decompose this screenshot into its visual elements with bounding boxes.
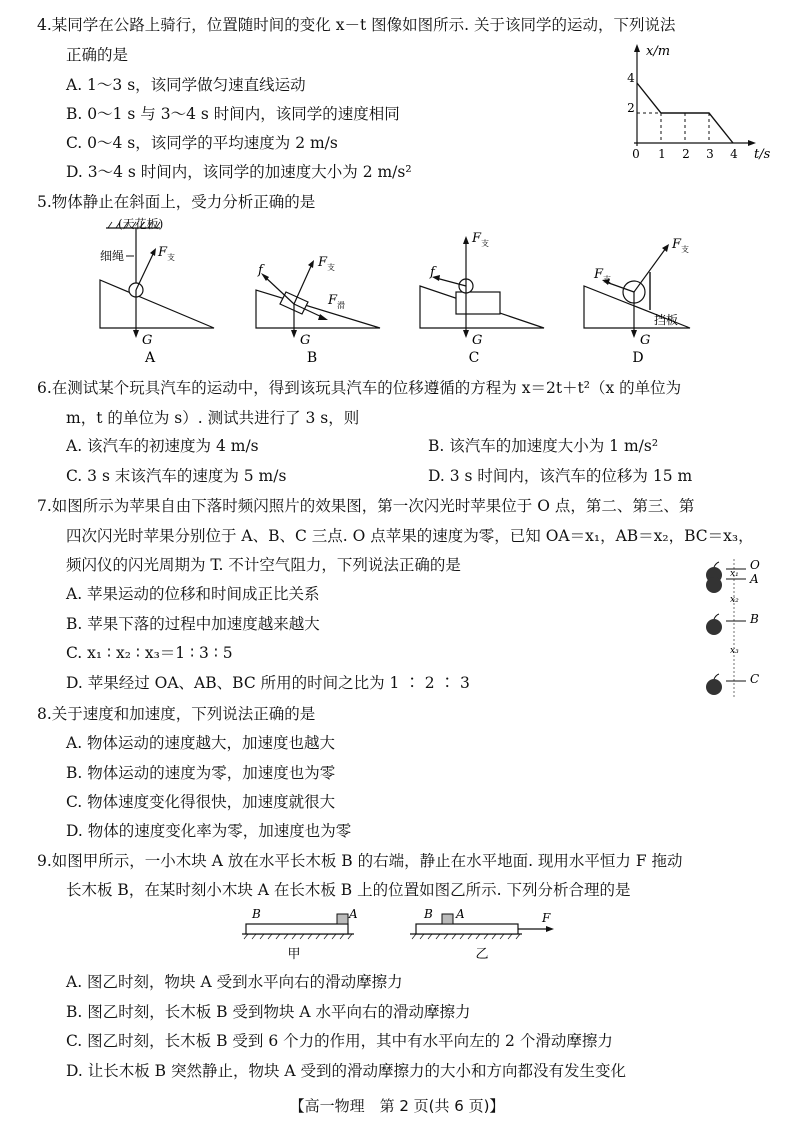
apple-c bbox=[706, 674, 722, 695]
apple-a bbox=[706, 577, 722, 593]
q7-option-a: A. 苹果运动的位移和时间成正比关系 bbox=[66, 585, 320, 603]
q4-option-c: C. 0～4 s，该同学的平均速度为 2 m/s bbox=[66, 134, 338, 152]
graph-ytick-2: 2 bbox=[627, 101, 635, 115]
yi-a-label: A bbox=[456, 907, 465, 921]
q6-option-d: D. 3 s 时间内，该汽车的位移为 15 m bbox=[428, 467, 693, 485]
q8-option-c: C. 物体速度变化得很快，加速度就很大 bbox=[66, 793, 336, 811]
fb-F2-sub: 滑 bbox=[337, 301, 345, 310]
point-b: B bbox=[750, 612, 759, 626]
graph-xtick-3: 3 bbox=[706, 147, 714, 161]
q8-stem: 8.关于速度和加速度，下列说法正确的是 bbox=[37, 705, 316, 723]
q8-option-d: D. 物体的速度变化率为零，加速度也为零 bbox=[66, 822, 352, 840]
page-footer: 【高一物理 第 2 页(共 6 页)】 bbox=[289, 1097, 505, 1115]
q4-option-d: D. 3～4 s 时间内，该同学的加速度大小为 2 m/s² bbox=[66, 163, 412, 181]
figure-b bbox=[256, 255, 380, 366]
figure-yi bbox=[410, 907, 554, 962]
graph-xlabel: t/s bbox=[754, 147, 770, 162]
fd-G: G bbox=[640, 333, 651, 348]
baffle-label: 挡板 bbox=[654, 313, 679, 327]
q8-option-a: A. 物体运动的速度越大，加速度也越大 bbox=[66, 734, 336, 752]
jia-b-label: B bbox=[252, 907, 261, 921]
q8-option-b: B. 物体运动的速度为零，加速度也为零 bbox=[66, 764, 336, 782]
seg-x3: x₃ bbox=[730, 646, 739, 656]
q7-option-c: C. x₁ ∶ x₂ ∶ x₃＝1 ∶ 3 ∶ 5 bbox=[66, 644, 233, 662]
ceiling-label: (天花板) bbox=[118, 217, 164, 231]
q6-stem-line1: 6.在测试某个玩具汽车的运动中，得到该玩具汽车的位移遵循的方程为 x＝2t＋t²（x 的单位为 bbox=[37, 379, 682, 397]
fc-f: f bbox=[430, 265, 435, 280]
graph-ylabel: x/m bbox=[646, 44, 671, 59]
q9-stem-line2: 长木板 B，在某时刻小木块 A 在长木板 B 上的位置如图乙所示. 下列分析合理的是 bbox=[66, 881, 631, 899]
fd-F: F bbox=[672, 237, 682, 252]
q4-xt-graph bbox=[620, 40, 770, 165]
graph-origin: 0 bbox=[632, 147, 640, 161]
graph-xtick-2: 2 bbox=[682, 147, 690, 161]
fb-F: F bbox=[318, 255, 328, 270]
q9-option-d: D. 让长木板 B 突然静止，物块 A 受到的滑动摩擦力的大小和方向都没有发生变化 bbox=[66, 1062, 627, 1080]
seg-x2: x₂ bbox=[730, 595, 739, 605]
fa-F: F bbox=[158, 245, 168, 260]
q5-figures bbox=[90, 216, 710, 368]
q4-option-a: A. 1～3 s，该同学做匀速直线运动 bbox=[66, 76, 306, 94]
q9-option-a: A. 图乙时刻，物块 A 受到水平向右的滑动摩擦力 bbox=[66, 973, 403, 991]
label-b: B bbox=[306, 350, 318, 366]
fc-G: G bbox=[472, 333, 483, 348]
q7-option-b: B. 苹果下落的过程中加速度越来越大 bbox=[66, 615, 320, 633]
fa-F-sub: 支 bbox=[167, 253, 175, 262]
q4-stem-line2: 正确的是 bbox=[66, 46, 129, 64]
fc-F-sub: 支 bbox=[481, 239, 489, 248]
figure-jia bbox=[242, 907, 358, 962]
apple-b bbox=[706, 614, 722, 635]
q4-stem-line1: 4.某同学在公路上骑行，位置随时间的变化 x－t 图像如图所示. 关于该同学的运动，下列说法 bbox=[37, 16, 676, 34]
fa-G: G bbox=[142, 333, 153, 348]
yi-f-label: F bbox=[542, 911, 551, 925]
q6-option-a: A. 该汽车的初速度为 4 m/s bbox=[66, 437, 259, 455]
fc-F: F bbox=[472, 231, 482, 246]
q6-stem-line2: m，t 的单位为 s）. 测试共进行了 3 s，则 bbox=[66, 409, 360, 427]
q6-option-c: C. 3 s 末该汽车的速度为 5 m/s bbox=[66, 467, 287, 485]
fd-F2-sub: 支 bbox=[603, 275, 611, 284]
caption-yi: 乙 bbox=[475, 947, 489, 962]
q6-option-b: B. 该汽车的加速度大小为 1 m/s² bbox=[428, 437, 659, 455]
fd-F2: F bbox=[594, 267, 604, 282]
fd-F-sub: 支 bbox=[681, 245, 689, 254]
q9-option-b: B. 图乙时刻，长木板 B 受到物块 A 水平向右的滑动摩擦力 bbox=[66, 1003, 471, 1021]
yi-b-label: B bbox=[424, 907, 433, 921]
graph-xtick-1: 1 bbox=[658, 147, 666, 161]
label-c: C bbox=[468, 350, 480, 366]
q7-stem-line2: 四次闪光时苹果分别位于 A、B、C 三点. O 点苹果的速度为零，已知 OA＝x₁，AB＝x₂，BC＝x₃， bbox=[66, 527, 754, 545]
q7-stem-line1: 7.如图所示为苹果自由下落时频闪照片的效果图，第一次闪光时苹果位于 O 点，第二、第三、第 bbox=[37, 497, 695, 515]
figure-c bbox=[420, 231, 544, 366]
point-a: A bbox=[750, 572, 759, 586]
label-d: D bbox=[632, 350, 644, 366]
fb-f: f bbox=[258, 263, 263, 278]
graph-xtick-4: 4 bbox=[730, 147, 738, 161]
fb-F-sub: 支 bbox=[327, 263, 335, 272]
point-o: O bbox=[750, 558, 760, 572]
figure-a bbox=[100, 216, 214, 366]
caption-jia: 甲 bbox=[287, 947, 301, 962]
jia-a-label: A bbox=[349, 907, 358, 921]
figure-d bbox=[584, 237, 690, 366]
q7-option-d: D. 苹果经过 OA、AB、BC 所用的时间之比为 1 ∶ 2 ∶ 3 bbox=[66, 674, 470, 692]
label-a: A bbox=[144, 350, 156, 366]
point-c: C bbox=[750, 672, 760, 686]
q9-option-c: C. 图乙时刻，长木板 B 受到 6 个力的作用，其中有水平向左的 2 个滑动摩擦力 bbox=[66, 1032, 613, 1050]
q9-figure bbox=[236, 906, 566, 966]
q5-stem: 5.物体静止在斜面上，受力分析正确的是 bbox=[37, 193, 316, 211]
q7-apple-figure bbox=[700, 555, 770, 705]
q4-option-b: B. 0～1 s 与 3～4 s 时间内，该同学的速度相同 bbox=[66, 105, 400, 123]
q7-stem-line3: 频闪仪的闪光周期为 T. 不计空气阻力，下列说法正确的是 bbox=[66, 556, 461, 574]
q9-stem-line1: 9.如图甲所示，一小木块 A 放在水平长木板 B 的右端，静止在水平地面. 现用水平恒力 F 拖动 bbox=[37, 852, 683, 870]
fb-F2: F bbox=[328, 293, 338, 308]
graph-ytick-4: 4 bbox=[627, 71, 635, 85]
rope-label: 细绳 bbox=[100, 249, 125, 263]
fb-G: G bbox=[300, 333, 311, 348]
seg-x1: x₁ bbox=[730, 569, 739, 579]
